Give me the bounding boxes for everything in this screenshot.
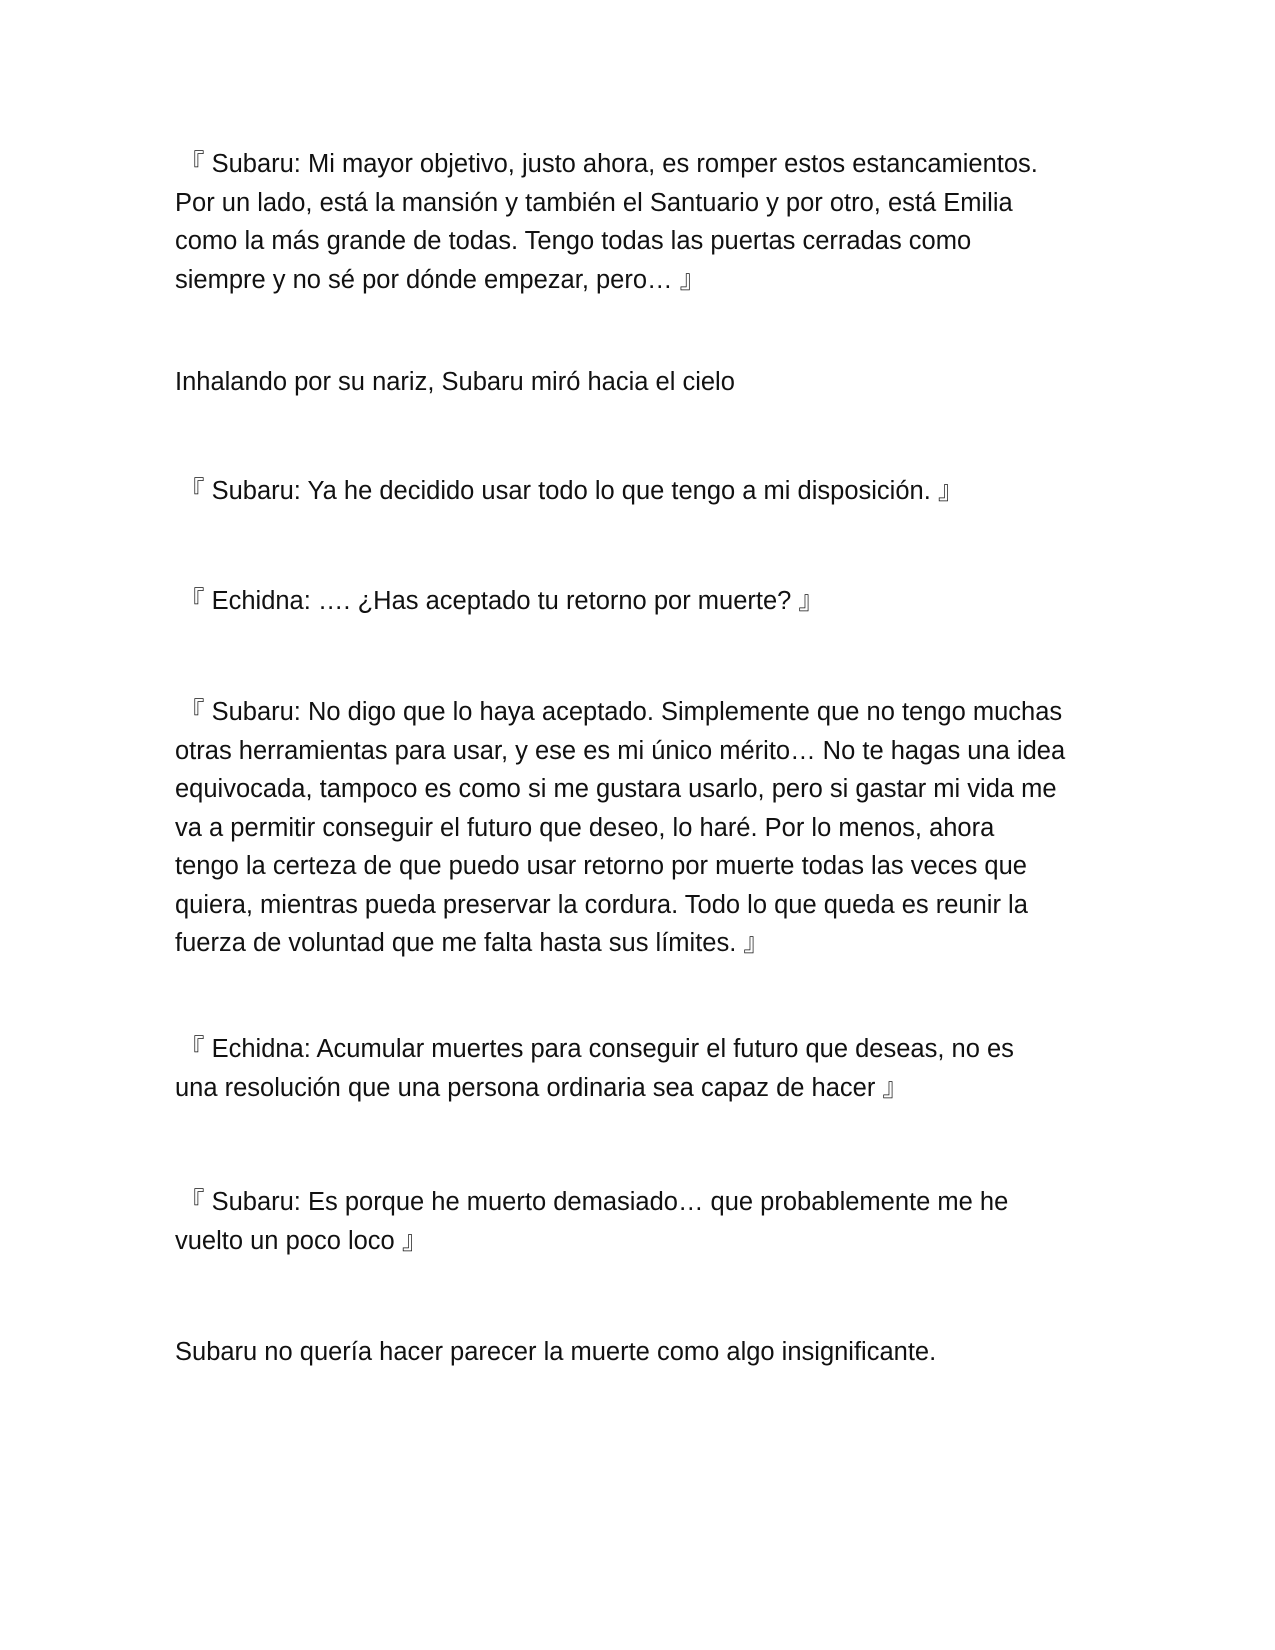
text-line: otras herramientas para usar, y ese es mi único mérito… No te hagas una idea — [175, 736, 1066, 765]
text-line: quiera, mientras pueda preservar la cordura. Todo lo que queda es reunir la — [175, 890, 1028, 919]
text-line: Subaru no quería hacer parecer la muerte como algo insignificante. — [175, 1338, 937, 1366]
text-line: Por un lado, está la mansión y también el Santuario y por otro, está Emilia — [175, 188, 1013, 217]
text-line: fuerza de voluntad que me falta hasta sus límites. 』 — [175, 929, 769, 957]
paragraph-subaru-crazy — [175, 1183, 1105, 1260]
paragraph-echidna-question — [175, 582, 1105, 621]
text-line: como la más grande de todas. Tengo todas las puertas cerradas como — [175, 227, 972, 255]
paragraph-subaru-objective — [175, 145, 1105, 299]
text-line: 『 Subaru: Mi mayor objetivo, justo ahora, es romper estos estancamientos. — [179, 150, 1038, 178]
paragraph-echidna-resolution — [175, 1030, 1105, 1107]
text-line: Inhalando por su nariz, Subaru miró hacia el cielo — [175, 368, 735, 396]
text-line: 『 Subaru: Ya he decidido usar todo lo que tengo a mi disposición. 』 — [179, 477, 964, 505]
text-line: tengo la certeza de que puedo usar retorno por muerte todas las veces que — [175, 852, 1027, 880]
text-line: 『 Subaru: No digo que lo haya aceptado. Simplemente que no tengo muchas — [179, 698, 1063, 726]
paragraph-narration-sky — [175, 363, 1105, 402]
text-line: equivocada, tampoco es como si me gustara usarlo, pero si gastar mi vida me — [175, 775, 1057, 803]
paragraph-subaru-decided — [175, 472, 1105, 511]
text-line: 『 Echidna: Acumular muertes para conseguir el futuro que deseas, no es — [179, 1035, 1014, 1063]
text-line: siempre y no sé por dónde empezar, pero… 』 — [175, 265, 706, 294]
text-line: 『 Subaru: Es porque he muerto demasiado… que probablemente me he — [179, 1188, 1009, 1216]
text-line: 『 Echidna: …. ¿Has aceptado tu retorno por muerte? 』 — [179, 587, 824, 615]
text-line: una resolución que una persona ordinaria sea capaz de hacer 』 — [175, 1073, 908, 1102]
paragraph-subaru-explanation — [175, 693, 1105, 963]
text-line: vuelto un poco loco 』 — [175, 1226, 428, 1255]
text-line: va a permitir conseguir el futuro que deseo, lo haré. Por lo menos, ahora — [175, 813, 995, 842]
paragraph-narration-death — [175, 1333, 1105, 1372]
